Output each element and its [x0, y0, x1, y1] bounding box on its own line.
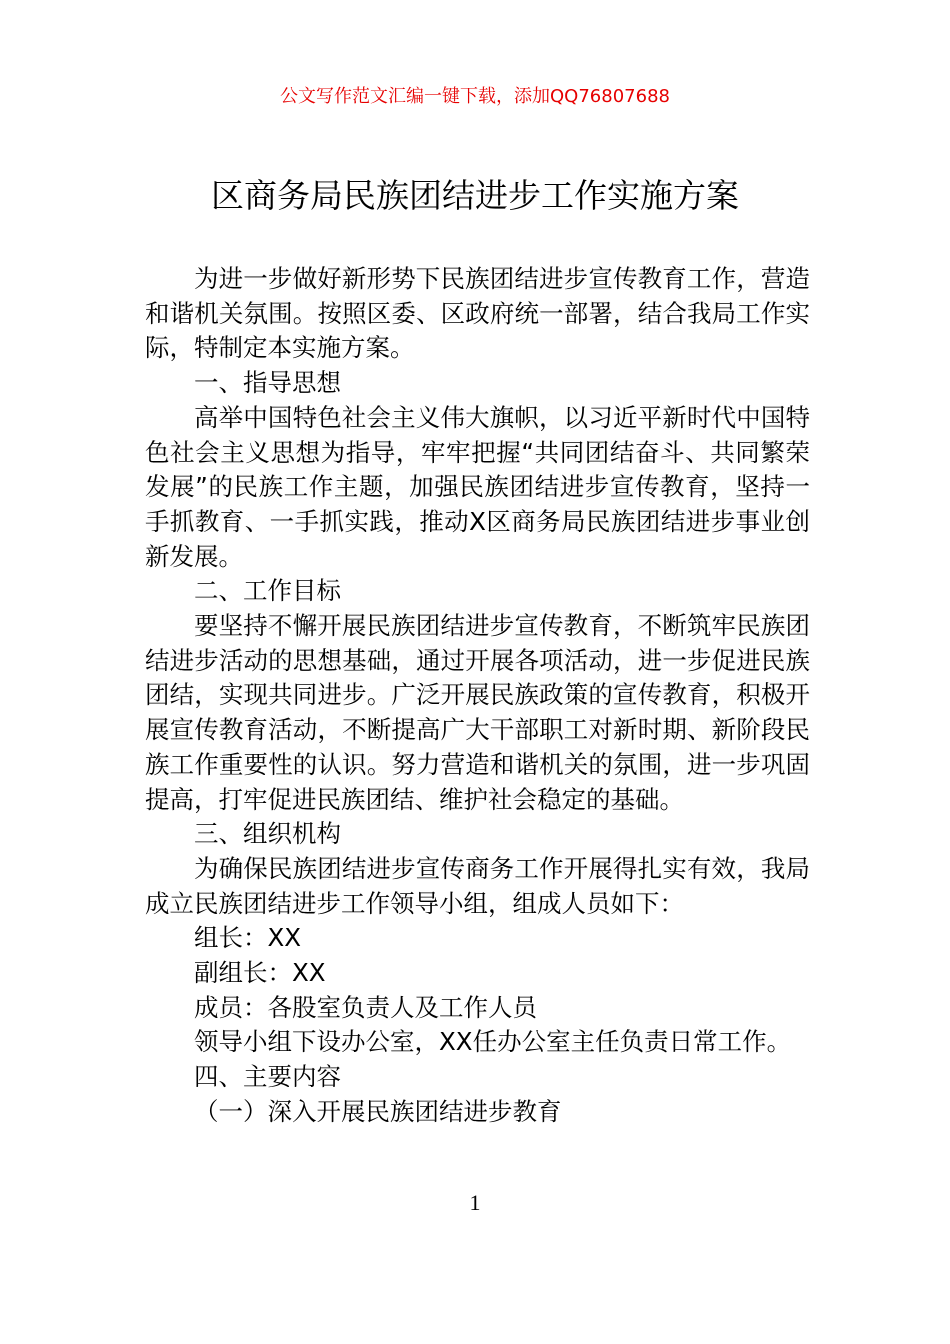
intro-paragraph: 为进一步做好新形势下民族团结进步宣传教育工作，营造和谐机关氛围。按照区委、区政府统一部署，结合我局工作实际，特制定本实施方案。: [145, 264, 810, 363]
work-goals-paragraph: 要坚持不懈开展民族团结进步宣传教育，不断筑牢民族团结进步活动的思想基础，通过开展各项活动，进一步促进民族团结，实现共同进步。广泛开展民族政策的宣传教育，积极开展宣传教育活动，不断提高广大干部职工对新时期、新阶段民族工作重要性的认识。努力营造和谐机关的氛围，进一步巩固提高，打牢促进民族团结、维护社会稳定的基础。: [145, 611, 810, 814]
guiding-ideology-paragraph: 高举中国特色社会主义伟大旗帜，以习近平新时代中国特色社会主义思想为指导，牢牢把握“共同团结奋斗、共同繁荣发展”的民族工作主题，加强民族团结进步宣传教育，坚持一手抓教育、一手抓实践，推动X区商务局民族团结进步事业创新发展。: [145, 402, 810, 571]
subsection-heading-education: （一）深入开展民族团结进步教育: [194, 1096, 562, 1126]
deputy-leader-line: 副组长：XX: [194, 958, 326, 988]
members-line: 成员：各股室负责人及工作人员: [194, 992, 537, 1022]
document-body: [145, 262, 810, 1130]
section-heading-main-content: 四、主要内容: [194, 1062, 341, 1092]
organization-paragraph: 为确保民族团结进步宣传商务工作开展得扎实有效，我局成立民族团结进步工作领导小组，组成人员如下：: [145, 853, 810, 918]
download-banner[interactable]: 公文写作范文汇编一键下载，添加QQ76807688: [280, 86, 670, 107]
team-leader-line: 组长：XX: [194, 923, 302, 953]
section-heading-work-goals: 二、工作目标: [194, 576, 341, 606]
office-line: 领导小组下设办公室，XX任办公室主任负责日常工作。: [194, 1027, 792, 1057]
page-number: 1: [469, 1190, 481, 1215]
section-heading-organization: 三、组织机构: [194, 819, 341, 849]
document-title: 区商务局民族团结进步工作实施方案: [211, 176, 739, 215]
section-heading-guiding-ideology: 一、指导思想: [194, 368, 341, 398]
